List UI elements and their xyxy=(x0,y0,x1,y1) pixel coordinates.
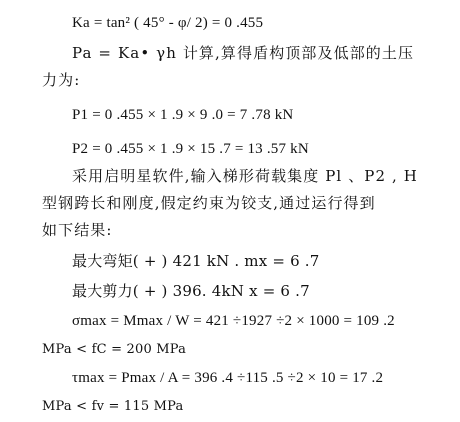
software-paragraph-line-2: 型钢跨长和刚度,假定约束为铰支,通过运行得到 xyxy=(42,194,376,212)
ka-formula: Ka = tan² ( 45° - φ/ 2) = 0 .455 xyxy=(72,15,264,31)
tau-limit: MPa < fv = 115 MPa xyxy=(42,399,184,414)
software-paragraph-line-3: 如下结果: xyxy=(42,221,113,239)
max-moment-result: 最大弯矩( + ) 421 kN . mx = 6 .7 xyxy=(72,252,320,270)
p2-calculation: P2 = 0 .455 × 1 .9 × 15 .7 = 13 .57 kN xyxy=(72,141,309,157)
max-shear-result: 最大剪力( + ) 396. 4kN x = 6 .7 xyxy=(72,282,310,300)
software-paragraph-line-1: 采用启明星软件,输入梯形荷载集度 Pl 、P2 , H xyxy=(72,167,418,185)
p1-calculation: P1 = 0 .455 × 1 .9 × 9 .0 = 7 .78 kN xyxy=(72,107,294,123)
tau-check: τmax = Pmax / A = 396 .4 ÷115 .5 ÷2 × 10 = 17 .2 xyxy=(72,370,384,386)
sigma-check: σmax = Mmax / W = 421 ÷1927 ÷2 × 1000 = 109 .2 xyxy=(72,313,395,329)
pa-formula-text: Pa = Ka• γh 计算,算得盾构顶部及低部的土压 xyxy=(72,44,415,62)
sigma-limit: MPa < fC = 200 MPa xyxy=(42,342,187,357)
force-label: 力为: xyxy=(42,71,81,89)
